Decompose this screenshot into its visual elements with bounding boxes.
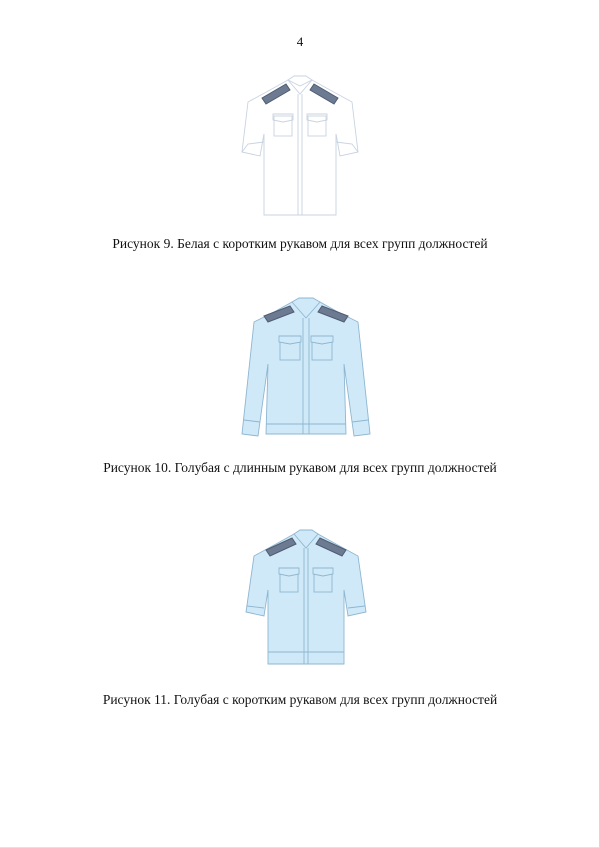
shirt-blue-short-sleeve-image [244, 526, 368, 666]
figure-9 [0, 70, 600, 260]
shirt-blue-long-sleeve-image [236, 294, 376, 454]
shirt-white-short-sleeve-image [240, 70, 360, 220]
figure-11 [0, 526, 600, 676]
figure-9-caption: Рисунок 9. Белая с коротким рукавом для всех групп должностей [112, 236, 488, 251]
figure-10-caption: Рисунок 10. Голубая с длинным рукавом для всех групп должностей [103, 460, 497, 475]
figure-10 [0, 294, 600, 464]
page-number: 4 [296, 34, 304, 49]
figure-11-caption: Рисунок 11. Голубая с коротким рукавом для всех групп должностей [102, 692, 498, 707]
